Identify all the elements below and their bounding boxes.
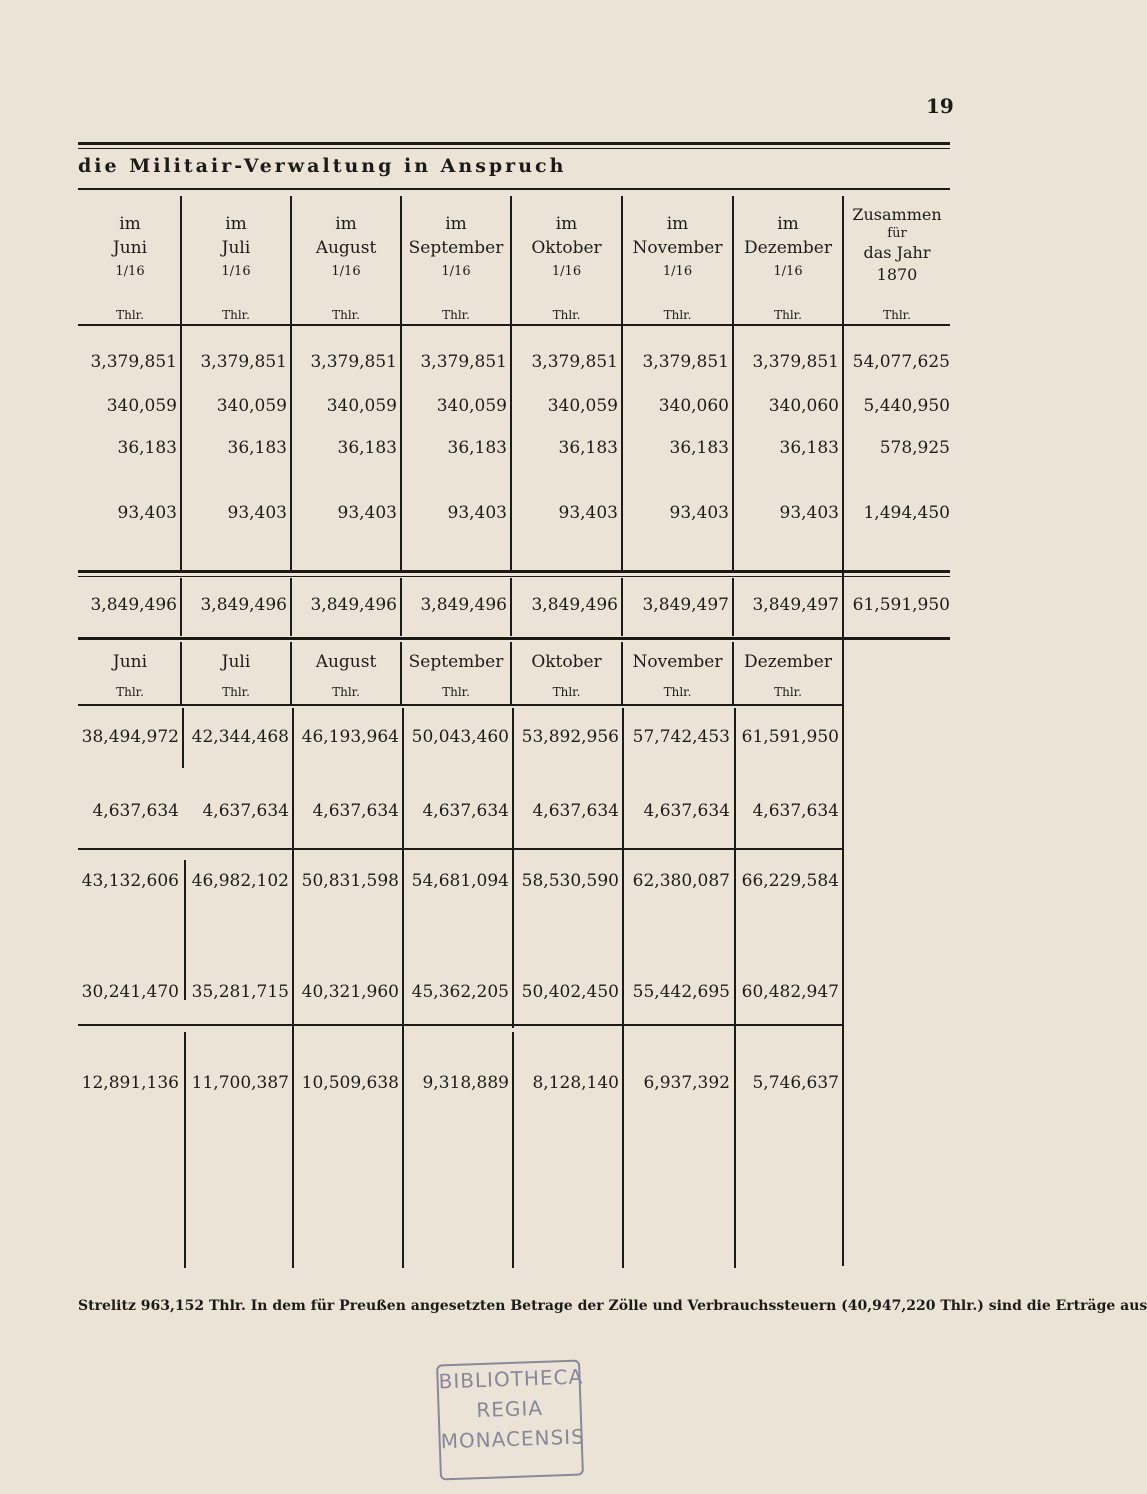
totals-sep [732, 578, 734, 636]
unit-label: Thlr. [332, 308, 360, 322]
table-cell: 340,060 [768, 396, 839, 416]
unit-label: Thlr. [222, 685, 250, 699]
bottom-header-juli: Juli [221, 652, 251, 672]
unit-label: Thlr. [442, 685, 470, 699]
table-cell: 5,746,637 [752, 1073, 839, 1093]
header-september [402, 212, 510, 284]
bottom-table-top-rule [78, 637, 950, 640]
header-im: im [445, 214, 467, 234]
table-cell: 93,403 [447, 503, 507, 523]
header-month: September [408, 238, 504, 258]
table-cell: 54,681,094 [411, 871, 509, 891]
table-cell: 4,637,634 [532, 801, 619, 821]
stamp-line: REGIA [475, 1395, 544, 1423]
table-cell: 42,344,468 [191, 727, 289, 747]
table-cell: 3,379,851 [752, 352, 839, 372]
table-cell: 11,700,387 [191, 1073, 289, 1093]
table-cell: 340,059 [547, 396, 618, 416]
bottom-body-sep [182, 708, 184, 768]
table-cell: 93,403 [227, 503, 287, 523]
bottom-body-sep [512, 1032, 514, 1268]
bottom-body-sep [184, 1032, 186, 1268]
table-cell: 35,281,715 [191, 982, 289, 1002]
totals-sep [400, 578, 402, 636]
table-cell: 3,379,851 [531, 352, 618, 372]
header-month: Oktober [531, 238, 602, 258]
table-cell: 30,241,470 [81, 982, 179, 1002]
header-fraction: 1/16 [551, 264, 582, 279]
unit-label: Thlr. [883, 308, 911, 322]
unit-label: Thlr. [222, 308, 250, 322]
header-total-line1: Zusammen [852, 205, 942, 224]
header-fraction: 1/16 [773, 264, 803, 279]
section-heading: die Militair-Verwaltung in Anspruch [78, 155, 567, 177]
totals-sep [180, 578, 182, 636]
table-cell: 340,059 [106, 396, 177, 416]
table-cell: 60,482,947 [741, 982, 839, 1002]
table-cell: 50,831,598 [301, 871, 399, 891]
table-cell: 4,637,634 [312, 801, 399, 821]
table-cell: 340,060 [658, 396, 729, 416]
header-juli [182, 212, 290, 284]
table-cell: 3,379,851 [420, 352, 507, 372]
bottom-header-september: September [408, 652, 504, 672]
unit-label: Thlr. [552, 308, 581, 322]
stamp-line: MONACENSIS [440, 1424, 586, 1454]
table-cell: 578,925 [879, 438, 950, 458]
bottom-header-dezember: Dezember [744, 652, 832, 672]
table-cell: 45,362,205 [411, 982, 509, 1002]
table-cell: 12,891,136 [81, 1073, 179, 1093]
table-cell: 340,059 [326, 396, 397, 416]
bottom-body-sep [402, 708, 404, 1268]
table-cell: 36,183 [447, 438, 507, 458]
unit-label: Thlr. [774, 308, 802, 322]
header-total [844, 204, 950, 286]
table-cell: 1,494,450 [863, 503, 950, 523]
total-cell: 3,849,496 [531, 595, 618, 615]
bottom-body-sep [622, 708, 624, 1268]
table-cell: 93,403 [669, 503, 729, 523]
header-total-line4: 1870 [876, 265, 918, 284]
table-cell: 93,403 [337, 503, 397, 523]
header-im: im [555, 214, 578, 234]
table-cell: 93,403 [779, 503, 839, 523]
table-cell: 61,591,950 [741, 727, 839, 747]
header-dezember [734, 212, 842, 284]
totals-sep [290, 578, 292, 636]
table-cell: 8,128,140 [532, 1073, 619, 1093]
bottom-body-sep [512, 708, 514, 1028]
table-cell: 36,183 [227, 438, 287, 458]
header-im: im [225, 214, 247, 234]
header-fraction: 1/16 [331, 264, 361, 279]
header-juni [80, 212, 180, 284]
unit-label: Thlr. [663, 308, 692, 322]
library-stamp [436, 1360, 584, 1481]
header-im: im [777, 214, 799, 234]
top-rule-thin [78, 148, 950, 149]
table-cell: 40,321,960 [301, 982, 399, 1002]
header-im: im [335, 214, 357, 234]
header-november [623, 212, 732, 284]
unit-label: Thlr. [116, 308, 144, 322]
header-month: Juni [112, 238, 148, 258]
unit-label: Thlr. [552, 685, 581, 699]
table-cell: 54,077,625 [852, 352, 950, 372]
table-cell: 4,637,634 [92, 801, 179, 821]
table-cell: 36,183 [117, 438, 177, 458]
bottom-header-august: August [315, 652, 377, 672]
totals-sep [510, 578, 512, 636]
table-cell: 36,183 [669, 438, 729, 458]
header-fraction: 1/16 [221, 264, 251, 279]
bottom-body-sep [734, 708, 736, 1268]
unit-label: Thlr. [663, 685, 692, 699]
table-cell: 46,193,964 [301, 727, 399, 747]
table-cell: 38,494,972 [81, 727, 179, 747]
totals-rule-thick [78, 570, 950, 573]
table-cell: 3,379,851 [642, 352, 729, 372]
table-cell: 50,402,450 [521, 982, 619, 1002]
table-cell: 36,183 [337, 438, 397, 458]
header-total-line3: das Jahr [863, 243, 931, 262]
table-cell: 43,132,606 [81, 871, 179, 891]
unit-label: Thlr. [774, 685, 802, 699]
stamp-line: BIBLIOTHECA [438, 1364, 584, 1394]
heading-rule [78, 188, 950, 190]
footnote: Strelitz 963,152 Thlr. In dem für Preußen angesetzten Betrage der Zölle und Verbrauchssteuern (40,947,220 Thlr.) sind die Erträge aus [78, 1298, 1147, 1314]
total-cell: 3,849,497 [752, 595, 839, 615]
col-sep-7 [842, 196, 844, 1266]
header-fraction: 1/16 [115, 264, 145, 279]
header-month: Juli [221, 238, 251, 258]
header-im: im [119, 214, 141, 234]
table-cell: 4,637,634 [752, 801, 839, 821]
table-cell: 62,380,087 [632, 871, 730, 891]
table-cell: 3,379,851 [200, 352, 287, 372]
table-cell: 93,403 [117, 503, 177, 523]
table-cell: 50,043,460 [411, 727, 509, 747]
totals-rule-thin [78, 576, 950, 577]
total-cell: 61,591,950 [852, 595, 950, 615]
header-rule [78, 324, 950, 326]
table-cell: 36,183 [558, 438, 618, 458]
bottom-header-rule [78, 704, 842, 706]
table-cell: 46,982,102 [191, 871, 289, 891]
top-rule-thick [78, 142, 950, 145]
table-cell: 3,379,851 [310, 352, 397, 372]
subtotal-rule [78, 848, 842, 850]
unit-label: Thlr. [332, 685, 360, 699]
header-fraction: 1/16 [662, 264, 693, 279]
total-cell: 3,849,496 [420, 595, 507, 615]
bottom-header-november: November [632, 652, 723, 672]
table-cell: 55,442,695 [632, 982, 730, 1002]
table-cell: 6,937,392 [643, 1073, 730, 1093]
unit-label: Thlr. [116, 685, 144, 699]
header-oktober [512, 212, 621, 284]
table-cell: 4,637,634 [643, 801, 730, 821]
table-cell: 58,530,590 [521, 871, 619, 891]
table-cell: 9,318,889 [422, 1073, 509, 1093]
table-cell: 10,509,638 [301, 1073, 399, 1093]
difference-rule [78, 1024, 842, 1026]
table-cell: 340,059 [436, 396, 507, 416]
table-cell: 4,637,634 [422, 801, 509, 821]
unit-label: Thlr. [442, 308, 470, 322]
bottom-body-sep [184, 860, 186, 1000]
table-cell: 3,379,851 [90, 352, 177, 372]
totals-sep [621, 578, 623, 636]
total-cell: 3,849,496 [310, 595, 397, 615]
table-cell: 57,742,453 [632, 727, 730, 747]
header-month: November [632, 238, 723, 258]
table-cell: 340,059 [216, 396, 287, 416]
table-cell: 4,637,634 [202, 801, 289, 821]
bottom-header-oktober: Oktober [531, 652, 602, 672]
total-cell: 3,849,497 [642, 595, 729, 615]
header-month: Dezember [744, 238, 832, 258]
page-number: 19 [926, 94, 954, 118]
bottom-header-juni: Juni [112, 652, 148, 672]
table-cell: 53,892,956 [521, 727, 619, 747]
table-cell: 93,403 [558, 503, 618, 523]
header-fraction: 1/16 [441, 264, 471, 279]
bottom-body-sep [292, 708, 294, 1268]
header-august [292, 212, 400, 284]
total-cell: 3,849,496 [200, 595, 287, 615]
table-cell: 36,183 [779, 438, 839, 458]
table-cell: 5,440,950 [863, 396, 950, 416]
total-cell: 3,849,496 [90, 595, 177, 615]
header-total-line2: für [887, 226, 907, 241]
header-month: August [315, 238, 377, 258]
header-im: im [666, 214, 689, 234]
table-cell: 66,229,584 [741, 871, 839, 891]
